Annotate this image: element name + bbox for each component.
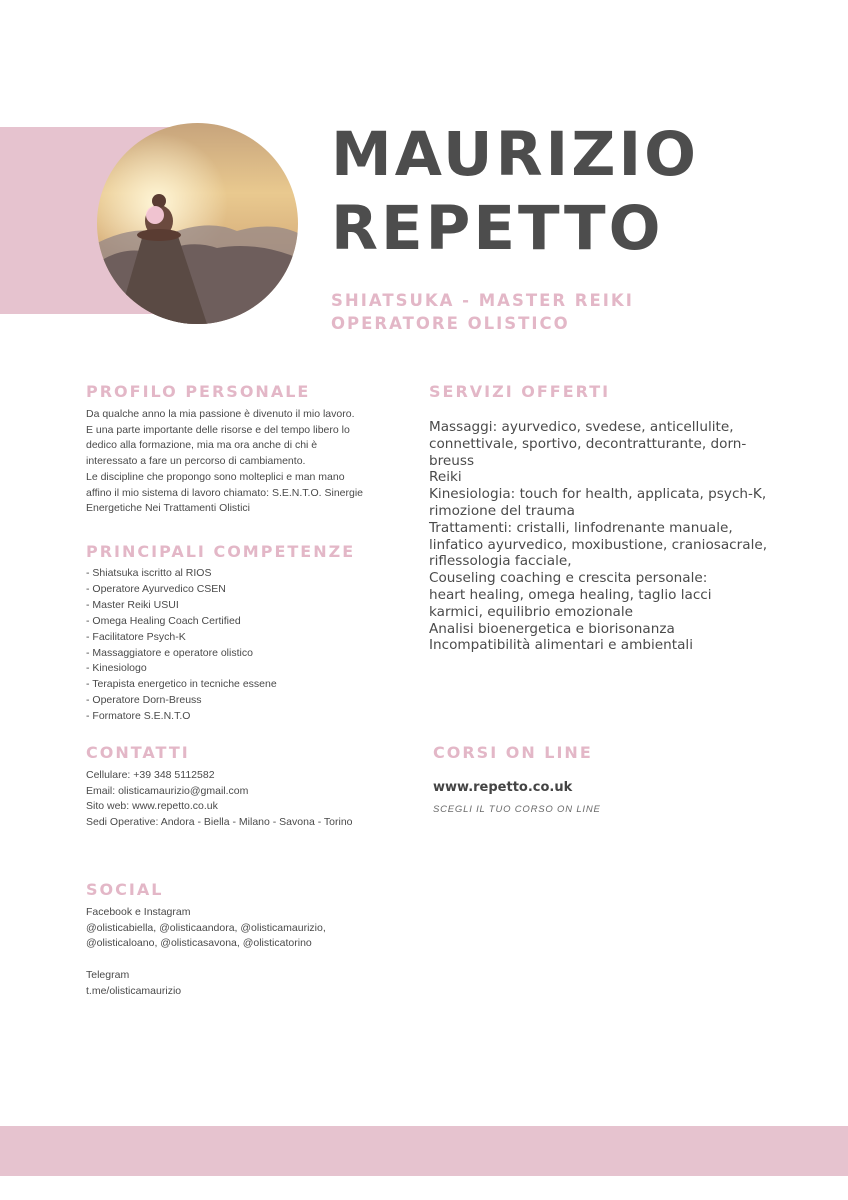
skills-section-title: PRINCIPALI COMPETENZE [86,542,356,561]
service-line: Incompatibilità alimentari e ambientali [429,637,693,654]
skills-list [86,566,277,725]
service-line: linfatico ayurvedico, moxibustione, craniosacrale, [429,536,768,553]
courses-tagline: SCEGLI IL TUO CORSO ON LINE [433,804,601,815]
skill-item: - Shiatsuka iscritto al RIOS [86,567,212,579]
service-line: connettivale, sportivo, decontratturante, dorn- [429,435,747,452]
service-line: riflessologia facciale, [429,553,572,570]
profile-line: affino il mio sistema di lavoro chiamato: S.E.N.T.O. Sinergie [86,486,364,499]
skill-item: - Operatore Ayurvedico CSEN [86,582,226,595]
skill-item: - Operatore Dorn-Breuss [86,694,202,707]
person-name [331,118,699,266]
contact-locations: Sedi Operative: Andora - Biella - Milano - Savona - Torino [86,816,353,829]
social-spacer [86,952,416,968]
skill-item: - Omega Healing Coach Certified [86,614,241,627]
service-line: Analisi bioenergetica e biorisonanza [429,620,675,637]
profile-photo [97,123,298,324]
footer-pink-band [0,1126,848,1176]
skill-item: - Facilitatore Psych-K [86,630,186,643]
telegram-link[interactable]: t.me/olisticamaurizio [86,984,182,997]
profile-section-title: PROFILO PERSONALE [86,382,311,401]
social-line: Telegram [86,968,130,981]
profile-line: Energetiche Nei Trattamenti Olistici [86,502,250,515]
social-handles: @olisticabiella, @olisticaandora, @olisticamaurizio, [86,921,326,934]
skill-item: - Master Reiki USUI [86,598,179,611]
profile-line: E una parte importante delle risorse e del tempo libero lo [86,423,350,436]
skill-item: - Formatore S.E.N.T.O [86,710,191,723]
contacts-text [86,768,416,831]
skill-item: - Terapista energetico in tecniche essene [86,678,277,691]
social-section-title: SOCIAL [86,880,164,899]
service-line: Couseling coaching e crescita personale: [429,570,708,587]
services-list [429,419,809,654]
social-text [86,905,416,999]
job-title-line-1: SHIATSUKA - MASTER REIKI [331,291,634,310]
contact-website[interactable]: Sito web: www.repetto.co.uk [86,800,218,813]
profile-line: interessato a fare un percorso di cambiamento. [86,455,306,468]
service-line: Reiki [429,469,462,486]
profile-line: dedico alla formazione, mia ma ora anche di chi è [86,439,318,452]
service-line: karmici, equilibrio emozionale [429,603,634,620]
contacts-section-title: CONTATTI [86,743,190,762]
social-handles: @olisticaloano, @olisticasavona, @olisticatorino [86,937,312,950]
skill-item: - Kinesiologo [86,662,147,675]
meditation-image [97,123,298,324]
service-line: Trattamenti: cristalli, linfodrenante manuale, [429,519,733,536]
name-first: MAURIZIO [331,119,700,190]
service-line: rimozione del trauma [429,502,575,519]
service-line: heart healing, omega healing, taglio lacci [429,586,712,603]
name-last: REPETTO [331,193,664,264]
services-section-title: SERVIZI OFFERTI [429,382,611,401]
service-line: Kinesiologia: touch for health, applicata, psych-K, [429,486,767,503]
social-line: Facebook e Instagram [86,906,191,918]
profile-line: Le discipline che propongo sono molteplici e man mano [86,470,345,483]
courses-website-link[interactable]: www.repetto.co.uk [433,780,573,795]
profile-line: Da qualche anno la mia passione è divenuto il mio lavoro. [86,408,355,420]
skill-item: - Massaggiatore e operatore olistico [86,646,253,659]
job-title [331,289,634,335]
contact-email[interactable]: Email: olisticamaurizio@gmail.com [86,784,249,797]
profile-text [86,407,396,517]
contact-phone: Cellulare: +39 348 5112582 [86,769,215,781]
service-line: breuss [429,452,475,469]
job-title-line-2: OPERATORE OLISTICO [331,314,570,333]
service-line: Massaggi: ayurvedico, svedese, anticellulite, [429,419,734,435]
courses-section-title: CORSI ON LINE [433,743,593,762]
